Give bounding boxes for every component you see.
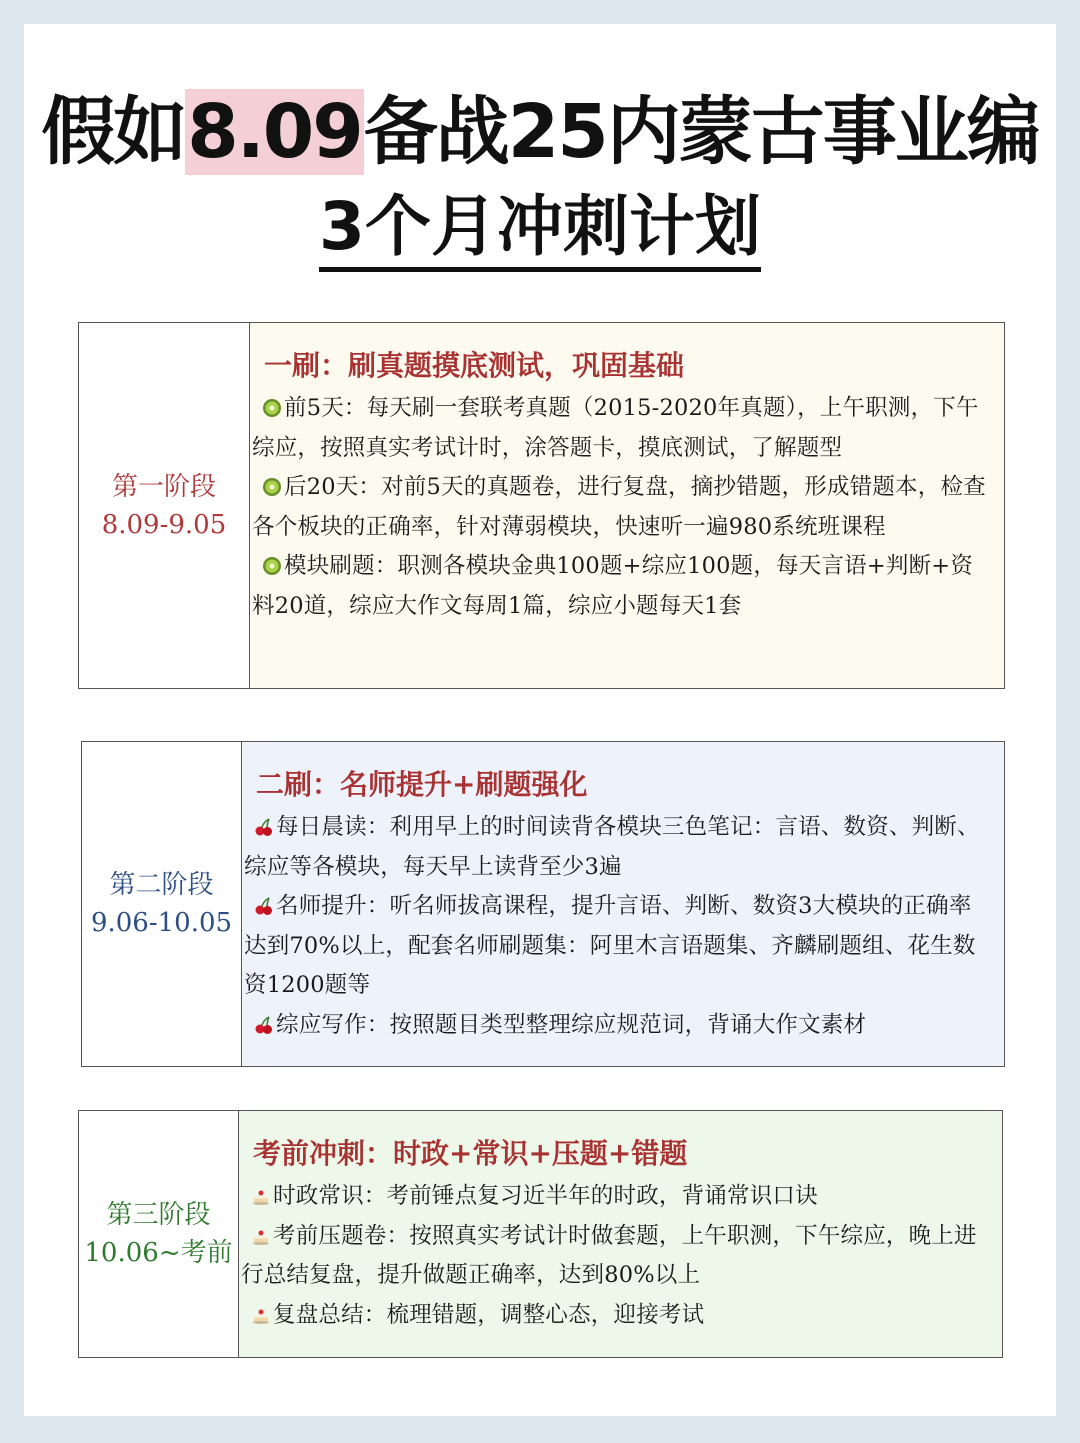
cherry-icon <box>254 896 274 916</box>
kiwi-icon <box>262 477 282 497</box>
stage-2-name: 第二阶段 <box>109 870 214 900</box>
stage-2-item: 综应写作：按照题目类型整理综应规范词，背诵大作文素材 <box>244 1006 992 1046</box>
stage-2-dates: 9.06-10.05 <box>90 908 233 938</box>
stage-2-item: 名师提升：听名师拔高课程，提升言语、判断、数资3大模块的正确率达到70%以上，配套名师刷题集：阿里木言语题集、齐麟刷题组、花生数资1200题等 <box>244 893 976 998</box>
stage-3-dates: 10.06~考前 <box>84 1238 233 1268</box>
stage-3-name: 第三阶段 <box>106 1200 211 1230</box>
stage-2-label <box>82 742 242 1066</box>
stage-1-label <box>79 323 250 688</box>
kiwi-icon <box>262 398 282 418</box>
cake-icon <box>251 1305 271 1325</box>
title-highlight: 8.09 <box>187 89 362 175</box>
stage-1-box <box>78 322 1005 689</box>
subtitle-text: 3个月冲刺计划 <box>319 188 761 272</box>
stage-2-content <box>242 742 1004 1066</box>
stage-3-box <box>78 1110 1003 1358</box>
stage-1-item: 模块刷题：职测各模块金典100题+综应100题，每天言语+判断+资料20道，综应大作文每周1篇，综应小题每天1套 <box>252 553 974 619</box>
page-title <box>0 84 1080 180</box>
stage-3-content <box>239 1111 1002 1357</box>
stage-2-box <box>81 741 1005 1067</box>
stage-1-item: 前5天：每天刷一套联考真题（2015-2020年真题），上午职测，下午综应，按照真实考试计时，涂答题卡，摸底测试，了解题型 <box>252 395 979 461</box>
cake-icon <box>251 1226 271 1246</box>
stage-1-item: 后20天：对前5天的真题卷，进行复盘，摘抄错题，形成错题本，检查各个板块的正确率，针对薄弱模块，快速听一遍980系统班课程 <box>252 474 986 540</box>
stage-2-item: 每日晨读：利用早上的时间读背各模块三色笔记：言语、数资、判断、综应等各模块，每天早上读背至少3遍 <box>244 814 980 880</box>
cherry-icon <box>254 1015 274 1035</box>
stage-1-content <box>250 323 1004 688</box>
title-suffix: 备战25内蒙古事业编 <box>363 89 1039 175</box>
stage-1-dates: 8.09-9.05 <box>101 509 227 540</box>
stage-3-item: 时政常识：考前锤点复习近半年的时政，背诵常识口诀 <box>241 1177 990 1217</box>
kiwi-icon <box>262 556 282 576</box>
stage-1-heading: 一刷：刷真题摸底测试，巩固基础 <box>264 349 685 382</box>
title-prefix: 假如 <box>41 89 186 175</box>
cherry-icon <box>254 817 274 837</box>
cake-icon <box>251 1186 271 1206</box>
stage-1-name: 第一阶段 <box>111 471 216 502</box>
stage-3-label <box>79 1111 239 1357</box>
page-subtitle <box>0 184 1080 270</box>
stage-3-item: 复盘总结：梳理错题，调整心态，迎接考试 <box>241 1296 990 1336</box>
stage-2-heading: 二刷：名师提升+刷题强化 <box>256 768 588 801</box>
stage-3-item: 考前压题卷：按照真实考试计时做套题，上午职测，下午综应，晚上进行总结复盘，提升做题正确率，达到80%以上 <box>241 1222 977 1288</box>
stage-3-heading: 考前冲刺：时政+常识+压题+错题 <box>253 1137 688 1170</box>
